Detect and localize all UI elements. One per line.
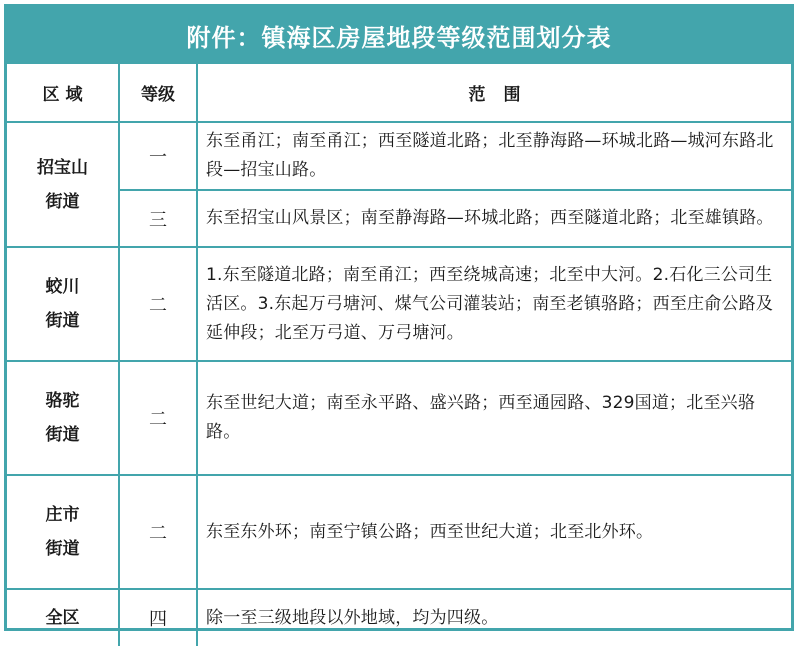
range-cell: 1.东至隧道北路；南至甬江；西至绕城高速；北至中大河。2.石化三公司生活区。3.东起万弓塘河、煤气公司灌装站；南至老镇骆路；西至庄俞公路及延伸段；北至万弓道、万弓塘河。 [197,247,791,361]
table-header-row [7,64,791,122]
grade-range-table [7,64,791,646]
grade-cell: 二 [119,475,197,589]
grade-cell: 二 [119,247,197,361]
range-cell: 除一至三级地段以外地域，均为四级。 [197,589,791,646]
grade-cell: 三 [119,190,197,247]
grade-cell: 二 [119,361,197,475]
district-cell: 骆驼 街道 [7,361,119,475]
range-cell: 东至世纪大道；南至永平路、盛兴路；西至通园路、329国道；北至兴骆路。 [197,361,791,475]
district-cell: 全区 [7,589,119,646]
grade-cell: 四 [119,589,197,646]
range-cell: 东至招宝山风景区；南至静海路—环城北路；西至隧道北路；北至雄镇路。 [197,190,791,247]
district-cell: 蛟川 街道 [7,247,119,361]
table-row [7,589,791,646]
document-title: 附件：镇海区房屋地段等级范围划分表 [7,7,791,64]
document-frame [4,4,794,631]
header-range: 范围 [197,64,791,122]
table-row [7,122,791,190]
table-row [7,475,791,589]
range-cell: 东至东外环；南至宁镇公路；西至世纪大道；北至北外环。 [197,475,791,589]
header-district: 区 域 [7,64,119,122]
header-grade: 等级 [119,64,197,122]
district-cell: 庄市 街道 [7,475,119,589]
range-cell: 东至甬江；南至甬江；西至隧道北路；北至静海路—环城北路—城河东路北段—招宝山路。 [197,122,791,190]
grade-cell: 一 [119,122,197,190]
table-row [7,190,791,247]
table-row [7,247,791,361]
district-cell: 招宝山 街道 [7,122,119,247]
table-row [7,361,791,475]
